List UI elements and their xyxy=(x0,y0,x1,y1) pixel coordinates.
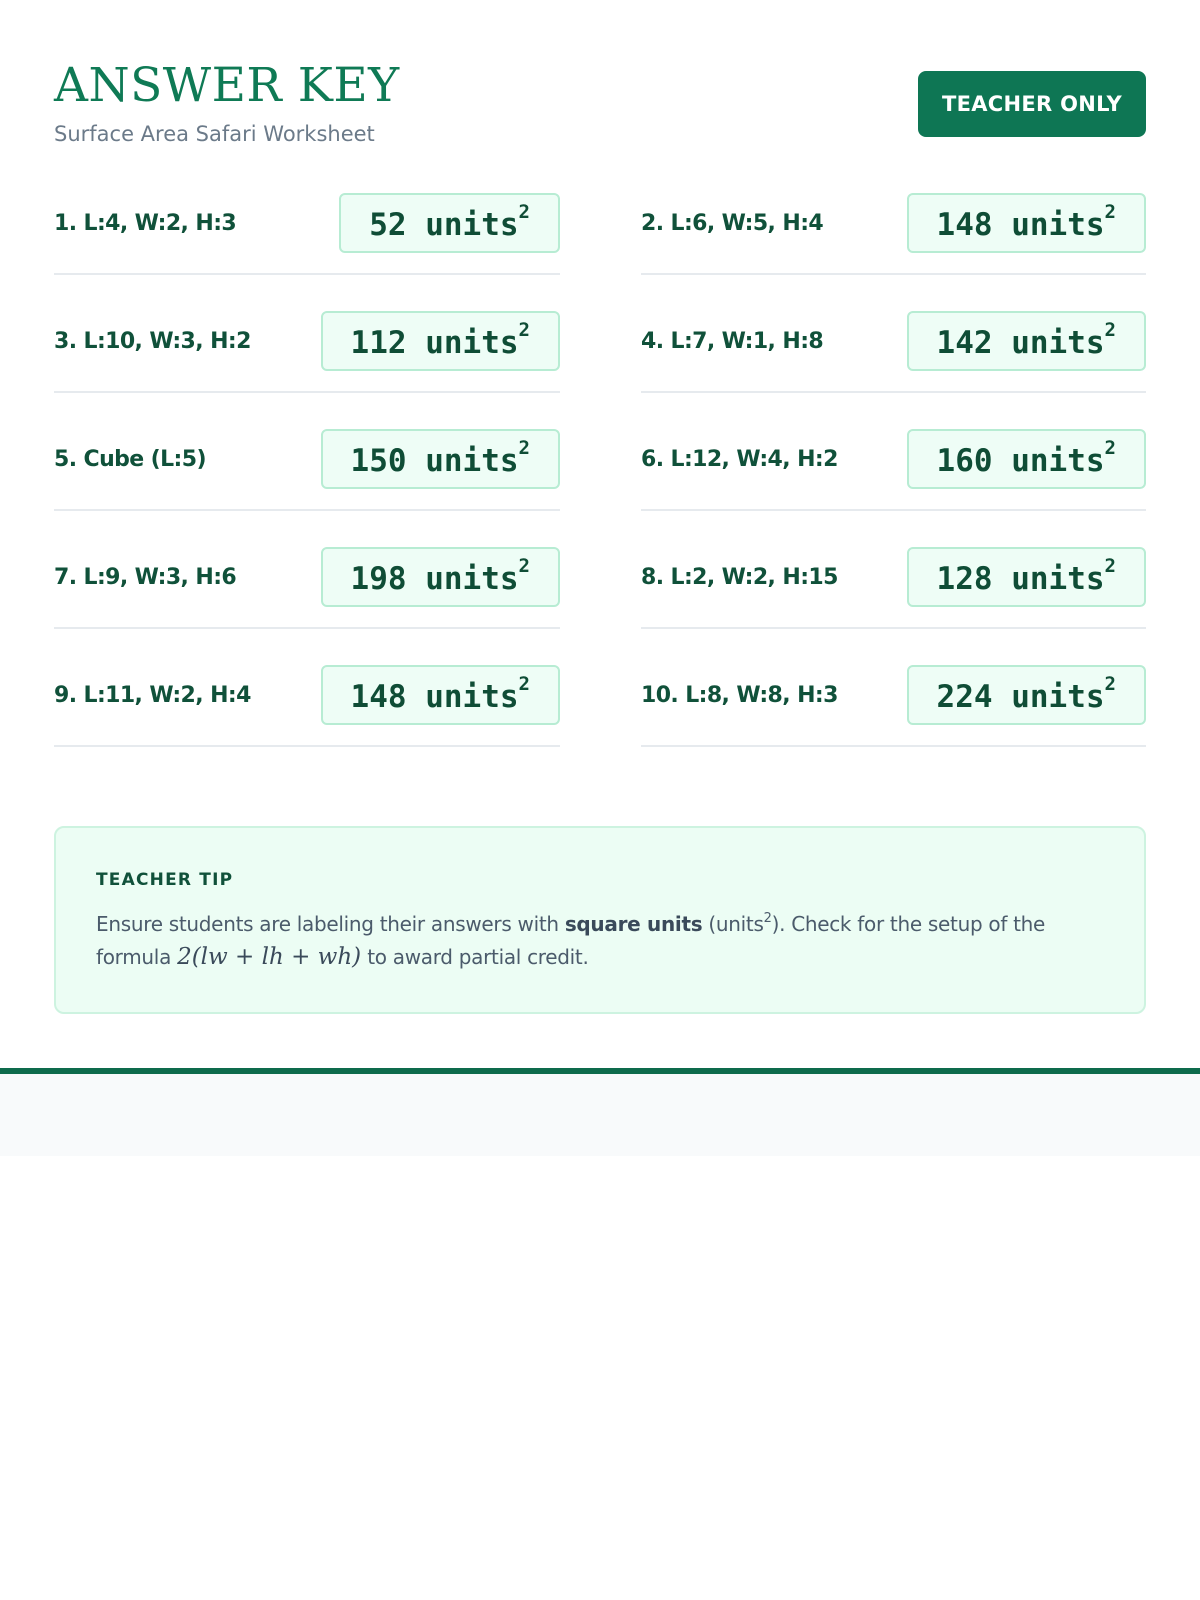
answer-unit-exponent: 2 xyxy=(1104,201,1116,223)
problem-label: 6. L:12, W:4, H:2 xyxy=(641,447,838,472)
footer-area xyxy=(0,1074,1200,1156)
problem-label: 9. L:11, W:2, H:4 xyxy=(54,683,251,708)
answer-unit-exponent: 2 xyxy=(1104,555,1116,577)
answer-value: 142 xyxy=(936,325,993,361)
answer-unit-exponent: 2 xyxy=(1104,319,1116,341)
problem-label: 2. L:6, W:5, H:4 xyxy=(641,211,824,236)
answer-unit: units xyxy=(1011,443,1105,479)
answer-unit: units xyxy=(425,679,519,715)
surface-area-formula: 2(lw + lh + wh) xyxy=(177,944,362,970)
tip-unit-open: (units xyxy=(702,912,764,936)
problem-label: 3. L:10, W:3, H:2 xyxy=(54,329,251,354)
answer-unit: units xyxy=(1011,207,1105,243)
answer-unit-exponent: 2 xyxy=(518,201,530,223)
tip-text-middle: ). Check for the setup of the formula xyxy=(96,912,1046,969)
header xyxy=(54,50,1146,160)
problem-label: 10. L:8, W:8, H:3 xyxy=(641,683,838,708)
answer-unit-exponent: 2 xyxy=(518,319,530,341)
tip-emphasis: square units xyxy=(564,912,703,936)
answer-value: 150 xyxy=(350,443,407,479)
problem-row xyxy=(54,429,560,511)
answer-value: 160 xyxy=(936,443,993,479)
answer-unit: units xyxy=(425,561,519,597)
answer-value: 198 xyxy=(350,561,407,597)
worksheet-subtitle: Surface Area Safari Worksheet xyxy=(54,122,375,146)
tip-text-before: Ensure students are labeling their answers with xyxy=(96,912,565,936)
problem-row xyxy=(641,547,1146,629)
problem-label: 8. L:2, W:2, H:15 xyxy=(641,565,838,590)
problem-label: 5. Cube (L:5) xyxy=(54,447,206,472)
problem-row xyxy=(641,429,1146,511)
answer-unit: units xyxy=(1011,679,1105,715)
answer-unit: units xyxy=(425,207,519,243)
answer-box xyxy=(907,665,1146,725)
answer-unit: units xyxy=(1011,325,1105,361)
answer-box xyxy=(321,547,560,607)
answer-unit-exponent: 2 xyxy=(1104,673,1116,695)
answer-unit: units xyxy=(425,325,519,361)
answer-unit-exponent: 2 xyxy=(518,673,530,695)
answer-value: 52 xyxy=(369,207,407,243)
problem-label: 1. L:4, W:2, H:3 xyxy=(54,211,237,236)
answer-box xyxy=(321,665,560,725)
answer-unit-exponent: 2 xyxy=(1104,437,1116,459)
problem-row xyxy=(641,665,1146,747)
problem-row xyxy=(54,547,560,629)
problem-row xyxy=(641,311,1146,393)
answer-value: 224 xyxy=(936,679,993,715)
problem-label: 4. L:7, W:1, H:8 xyxy=(641,329,824,354)
answer-box xyxy=(907,547,1146,607)
answer-unit-exponent: 2 xyxy=(518,555,530,577)
problem-row xyxy=(54,665,560,747)
teacher-only-badge: TEACHER ONLY xyxy=(918,71,1146,137)
answer-box xyxy=(339,193,560,253)
answer-value: 148 xyxy=(350,679,407,715)
answer-unit: units xyxy=(425,443,519,479)
problem-row xyxy=(54,193,560,275)
page-title: ANSWER KEY xyxy=(54,58,400,113)
answer-value: 128 xyxy=(936,561,993,597)
answer-unit-exponent: 2 xyxy=(518,437,530,459)
teacher-tip-heading: TEACHER TIP xyxy=(96,870,234,890)
answer-value: 148 xyxy=(936,207,993,243)
teacher-tip-box xyxy=(54,826,1146,1014)
answer-value: 112 xyxy=(350,325,407,361)
answer-unit: units xyxy=(1011,561,1105,597)
answer-box xyxy=(321,311,560,371)
problem-row xyxy=(641,193,1146,275)
tip-unit-exponent: 2 xyxy=(763,911,772,926)
tip-text-after: to award partial credit. xyxy=(361,945,589,969)
answer-box xyxy=(321,429,560,489)
answer-box xyxy=(907,193,1146,253)
teacher-tip-text xyxy=(96,908,1096,974)
answer-box xyxy=(907,429,1146,489)
answer-box xyxy=(907,311,1146,371)
problem-row xyxy=(54,311,560,393)
problem-label: 7. L:9, W:3, H:6 xyxy=(54,565,237,590)
